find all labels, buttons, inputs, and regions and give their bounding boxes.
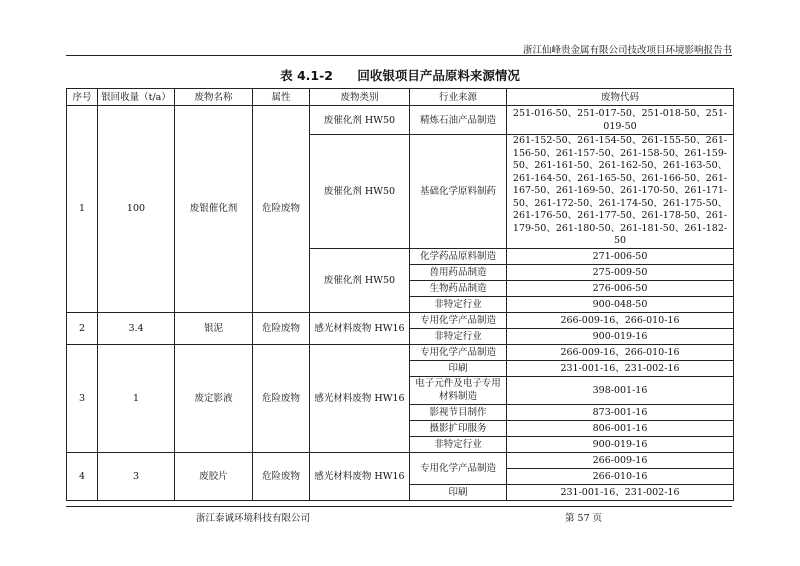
cell-category: 废催化剂 HW50 — [310, 248, 410, 312]
cell-industry: 生物药品制造 — [410, 280, 507, 296]
cell-category: 废催化剂 HW50 — [310, 135, 410, 249]
footer-page-number: 第 57 页 — [565, 513, 603, 524]
table-caption: 回收银项目产品原料来源情况 — [357, 68, 520, 83]
cell-industry: 非特定行业 — [410, 436, 507, 452]
cell-no: 2 — [67, 312, 98, 344]
cell-code: 261-152-50、261-154-50、261-155-50、261-156-50、261-157-50、261-158-50、261-159-50、261-161-50、261-162-50、261-163-50、261-164-50、261-165-50、261-166-50、261-167-50、261-169-50、261-170-50、261-171-50、261-172-50、261-174-50、261-175-50、261-176-50、261-177-50、261-178-50、261-179-50、261-180-50、261-181-50、261-182-50 — [507, 135, 734, 249]
cell-attribute: 危险废物 — [253, 312, 310, 344]
cell-category: 废催化剂 HW50 — [310, 106, 410, 135]
table-row — [67, 312, 734, 328]
waste-source-table — [66, 88, 734, 501]
table-number: 表 4.1-2 — [280, 68, 333, 83]
table-title — [0, 66, 800, 84]
cell-amount: 1 — [98, 344, 175, 452]
cell-industry: 基础化学原料制药 — [410, 135, 507, 249]
cell-attribute: 危险废物 — [253, 344, 310, 452]
cell-industry: 印刷 — [410, 484, 507, 500]
cell-code: 900-019-16 — [507, 328, 734, 344]
cell-no: 4 — [67, 452, 98, 500]
cell-code: 271-006-50 — [507, 248, 734, 264]
cell-code: 276-006-50 — [507, 280, 734, 296]
cell-waste-name: 废定影液 — [175, 344, 253, 452]
cell-industry: 精炼石油产品制造 — [410, 106, 507, 135]
cell-code: 275-009-50 — [507, 264, 734, 280]
cell-code: 900-048-50 — [507, 296, 734, 312]
cell-category: 感光材料废物 HW16 — [310, 344, 410, 452]
header-rule — [66, 55, 732, 56]
cell-amount: 3.4 — [98, 312, 175, 344]
col-header-category: 废物类别 — [310, 89, 410, 106]
cell-amount: 100 — [98, 106, 175, 313]
col-header-industry: 行业来源 — [410, 89, 507, 106]
col-header-no: 序号 — [67, 89, 98, 106]
cell-industry: 印刷 — [410, 360, 507, 376]
cell-industry: 化学药品原料制造 — [410, 248, 507, 264]
cell-code: 398-001-16 — [507, 376, 734, 404]
cell-industry: 影视节目制作 — [410, 404, 507, 420]
page-header: 浙江仙峰贵金属有限公司技改项目环境影响报告书 — [522, 45, 732, 56]
cell-code: 231-001-16、231-002-16 — [507, 360, 734, 376]
cell-code: 266-009-16 — [507, 452, 734, 468]
cell-code: 231-001-16、231-002-16 — [507, 484, 734, 500]
cell-code: 266-010-16 — [507, 468, 734, 484]
cell-category: 感光材料废物 HW16 — [310, 452, 410, 500]
cell-industry: 专用化学产品制造 — [410, 452, 507, 484]
cell-industry: 专用化学产品制造 — [410, 344, 507, 360]
cell-waste-name: 银泥 — [175, 312, 253, 344]
cell-no: 1 — [67, 106, 98, 313]
cell-code: 900-019-16 — [507, 436, 734, 452]
table-row — [67, 106, 734, 135]
cell-industry: 电子元件及电子专用材料制造 — [410, 376, 507, 404]
cell-industry: 摄影扩印服务 — [410, 420, 507, 436]
footer-rule — [66, 506, 732, 507]
cell-industry: 非特定行业 — [410, 296, 507, 312]
cell-code: 251-016-50、251-017-50、251-018-50、251-019-50 — [507, 106, 734, 135]
cell-attribute: 危险废物 — [253, 452, 310, 500]
cell-code: 266-009-16、266-010-16 — [507, 344, 734, 360]
col-header-waste-name: 废物名称 — [175, 89, 253, 106]
col-header-amount: 银回收量（t/a） — [98, 89, 175, 106]
cell-waste-name: 废银催化剂 — [175, 106, 253, 313]
cell-code: 806-001-16 — [507, 420, 734, 436]
col-header-code: 废物代码 — [507, 89, 734, 106]
table-row — [67, 344, 734, 360]
table-row — [67, 452, 734, 468]
col-header-attribute: 属性 — [253, 89, 310, 106]
footer-company: 浙江泰诚环境科技有限公司 — [196, 513, 311, 524]
cell-amount: 3 — [98, 452, 175, 500]
cell-code: 266-009-16、266-010-16 — [507, 312, 734, 328]
cell-waste-name: 废胶片 — [175, 452, 253, 500]
cell-industry: 专用化学产品制造 — [410, 312, 507, 328]
cell-no: 3 — [67, 344, 98, 452]
table-header-row — [67, 89, 734, 106]
cell-industry: 兽用药品制造 — [410, 264, 507, 280]
cell-industry: 非特定行业 — [410, 328, 507, 344]
cell-category: 感光材料废物 HW16 — [310, 312, 410, 344]
cell-code: 873-001-16 — [507, 404, 734, 420]
cell-attribute: 危险废物 — [253, 106, 310, 313]
